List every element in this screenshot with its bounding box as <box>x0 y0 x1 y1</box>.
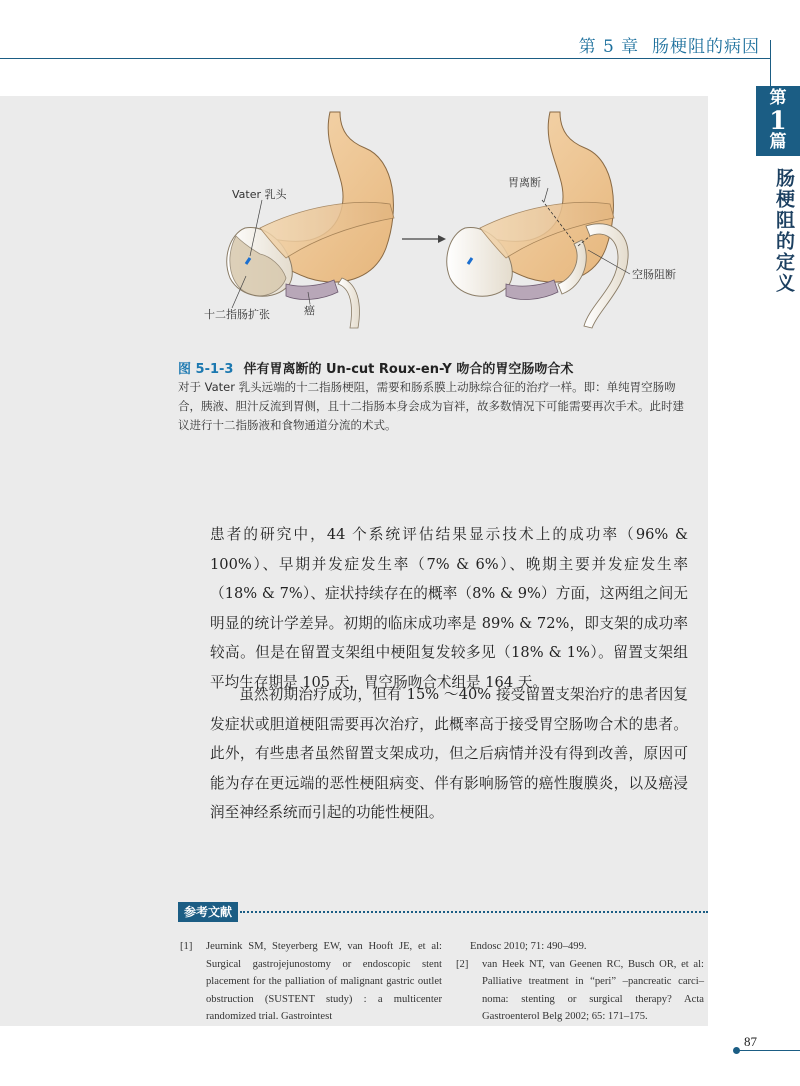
page-number: 87 <box>744 1034 757 1049</box>
reference-item <box>456 956 704 1026</box>
reference-text: Jeurnink SM, Steyerberg EW, van Hooft JE, et al: Surgical gastrojejunostomy or endoscopic stent placement for the palliation of malignant gastric outlet obstruction (SUSTENT study) : a multicenter randomized trial. Gastrointest <box>206 941 442 1022</box>
label-gastric-division: 胃离断 <box>508 176 541 189</box>
part-tab-bottom: 篇 <box>769 132 787 153</box>
references-heading: 参考文献 <box>178 902 238 922</box>
reference-number: [1] <box>180 941 193 952</box>
label-jejunal-block: 空肠阻断 <box>632 268 676 281</box>
running-header <box>579 32 760 57</box>
header-rule <box>0 58 770 59</box>
header-vertical-rule <box>770 40 771 86</box>
figure-caption-title <box>178 358 573 377</box>
transition-arrow <box>402 235 446 243</box>
part-title: 肠梗阻的定义 <box>773 168 795 294</box>
jejunum-shape <box>338 278 359 328</box>
tumor-shape <box>286 280 338 299</box>
reference-number: [2] <box>456 958 469 970</box>
illustration-svg <box>190 108 690 348</box>
before-diagram <box>204 112 394 328</box>
label-vater: Vater 乳头 <box>232 188 287 201</box>
part-tab-top: 第 <box>769 88 787 108</box>
figure-title: 伴有胃离断的 Un-cut Roux-en-Y 吻合的胃空肠吻合术 <box>243 362 574 377</box>
body-paragraph-2: 虽然初期治疗成功，但有 15% ～40% 接受留置支架治疗的患者因复发症状或胆道梗阻需要再次治疗，此概率高于接受胃空肠吻合术的患者。此外，有些患者虽然留置支架成功，但之后病情并没有得到改善，原因可能为存在更远端的恶性梗阻病变、伴有影响肠管的癌性腹膜炎，以及癌浸润至神经系统而引起的功能性梗阻。 <box>210 686 688 821</box>
part-tab-number: 1 <box>769 105 787 135</box>
reference-continuation: Endosc 2010; 71: 490–499. <box>470 941 587 952</box>
references-dotted-rule <box>240 911 708 913</box>
figure-caption-body: 对于 Vater 乳头远端的十二指肠梗阻，需要和肠系膜上动脉综合征的治疗一样。即：单纯胃空肠吻合，胰液、胆汁反流到胃侧，且十二指肠本身会成为盲袢，故多数情况下可能需要再次手术。此时建议进行十二指肠液和食物通道分流的术式。 <box>178 380 684 432</box>
surgical-illustration <box>190 108 690 348</box>
figure-number: 图 5-1-3 <box>178 362 234 377</box>
body-paragraph-1: 患者的研究中，44 个系统评估结果显示技术上的成功率（96% & 100%）、早期并发症发生率（7% & 6%）、晚期主要并发症发生率（18% & 7%）、症状持续存在的概率（8% & 9%）方面，这两组之间无明显的统计学差异。初期的临床成功率是 89% & 72%，即支架的成功率较高。但是在留置支架组中梗阻复发较多见（18% & 1%）。留置支架组平均生存期是 105 天，胃空肠吻合术组是 164 天。 <box>210 526 688 691</box>
part-tab <box>756 86 800 156</box>
after-diagram <box>447 112 676 328</box>
reference-item <box>180 938 442 1026</box>
page-number-dot <box>733 1047 740 1054</box>
chapter-name: 肠梗阻的病因 <box>652 37 760 57</box>
page-number-rule <box>736 1050 800 1051</box>
label-cancer: 癌 <box>304 304 315 317</box>
reference-text: van Heek NT, van Geenen RC, Busch OR, et al: Palliative treatment in “peri” –pancreatic carci–noma: stenting or surgical therapy? Acta Gastroenterol Belg 2002; 65: 171–175. <box>482 958 704 1022</box>
chapter-number: 第 5 章 <box>578 37 640 57</box>
tumor-shape-after <box>506 280 558 299</box>
references-column-left <box>180 938 442 1026</box>
references-column-right <box>456 938 704 1026</box>
label-duodenum: 十二指肠扩张 <box>204 308 270 321</box>
